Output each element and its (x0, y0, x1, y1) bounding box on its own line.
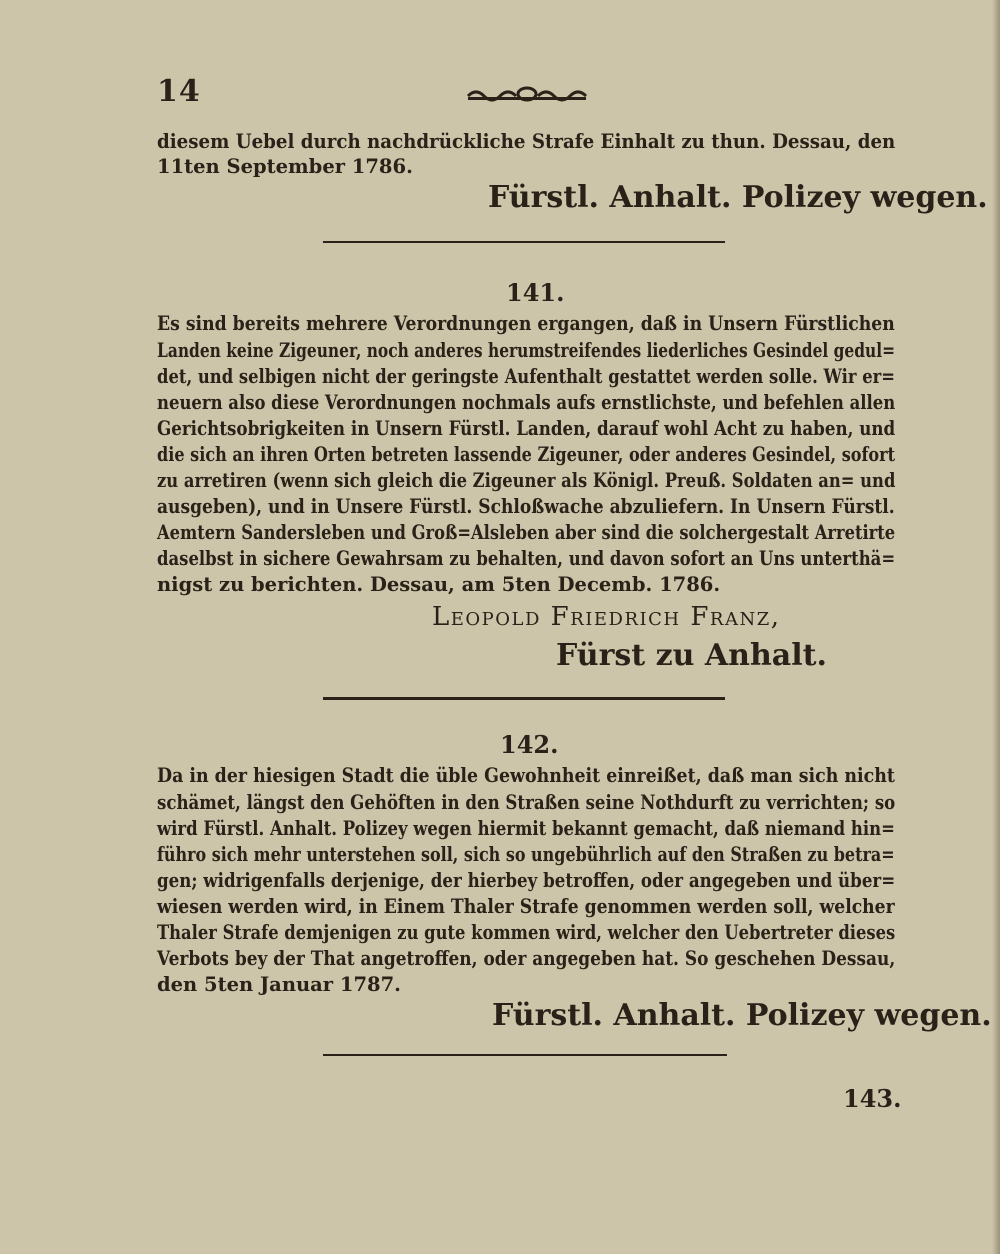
entry-141-line: die sich an ihren Orten betreten lassende Zigeuner, oder anderes Gesindel, sofort (157, 443, 896, 466)
entry-140-signature: Fürstl. Anhalt. Polizey wegen. (488, 180, 988, 215)
entry-142-line: Thaler Strafe demjenigen zu gute kommen wird, welcher den Uebertreter dieses (157, 921, 896, 944)
entry-142-line: den 5ten Januar 1787. (157, 973, 401, 996)
catchword: 143. (843, 1084, 902, 1113)
entry-142-line: wiesen werden wird, in Einem Thaler Strafe genommen werden soll, welcher (157, 895, 895, 918)
entry-142-line: wird Fürstl. Anhalt. Polizey wegen hiermit bekannt gemacht, daß niemand hin= (157, 817, 895, 840)
entry-141-line: Aemtern Sandersleben und Groß=Alsleben aber sind die solchergestalt Arretirte (157, 521, 896, 544)
entry-140-line: diesem Uebel durch nachdrückliche Strafe Einhalt zu thun. Dessau, den (157, 130, 896, 153)
entry-141-signature-title: Fürst zu Anhalt. (556, 638, 827, 673)
entry-141-line: ausgeben), und in Unsere Fürstl. Schloßwache abzuliefern. In Unsern Fürstl. (157, 495, 895, 518)
entry-142-line: gen; widrigenfalls derjenige, der hierbey betroffen, oder angegeben und über= (157, 869, 896, 892)
section-divider (323, 241, 725, 243)
entry-142-line: führo sich mehr unterstehen soll, sich so ungebührlich auf den Straßen zu betra= (157, 843, 895, 866)
entry-142-line: schämet, längst den Gehöften in den Straßen seine Nothdurft zu verrichten; so (157, 791, 896, 814)
entry-141-line: Landen keine Zigeuner, noch anderes herumstreifendes liederliches Gesindel gedul= (157, 339, 895, 362)
section-divider (323, 1054, 727, 1056)
entry-141-line: det, und selbigen nicht der geringste Aufenthalt gestattet werden solle. Wir er= (157, 365, 895, 388)
section-divider (323, 697, 725, 700)
entry-141-line: zu arretiren (wenn sich gleich die Zigeuner als Königl. Preuß. Soldaten an= und (157, 469, 896, 492)
entry-141-signature-name: Leopold Friedrich Franz, (432, 602, 781, 632)
entry-142-line: Da in der hiesigen Stadt die üble Gewohnheit einreißet, daß man sich nicht (157, 764, 895, 787)
entry-141-line: Es sind bereits mehrere Verordnungen ergangen, daß in Unsern Fürstlichen (157, 312, 895, 335)
entry-141-line: nigst zu berichten. Dessau, am 5ten Decemb. 1786. (157, 573, 721, 596)
page-number: 14 (157, 74, 201, 109)
entry-141-number: 141. (506, 278, 565, 307)
entry-142-signature: Fürstl. Anhalt. Polizey wegen. (492, 998, 992, 1033)
entry-140-line: 11ten September 1786. (157, 155, 413, 178)
entry-141-line: neuern also diese Verordnungen nochmals aufs ernstlichste, und befehlen allen (157, 391, 896, 414)
entry-141-line: Gerichtsobrigkeiten in Unsern Fürstl. Landen, darauf wohl Acht zu haben, und (157, 417, 896, 440)
entry-142-line: Verbots bey der That angetroffen, oder angegeben hat. So geschehen Dessau, (157, 947, 896, 970)
entry-141-line: daselbst in sichere Gewahrsam zu behalten, und davon sofort an Uns unterthä= (157, 547, 896, 570)
entry-142-number: 142. (500, 730, 559, 759)
header-ornament (466, 84, 588, 102)
page-edge-shadow (992, 0, 1000, 1254)
